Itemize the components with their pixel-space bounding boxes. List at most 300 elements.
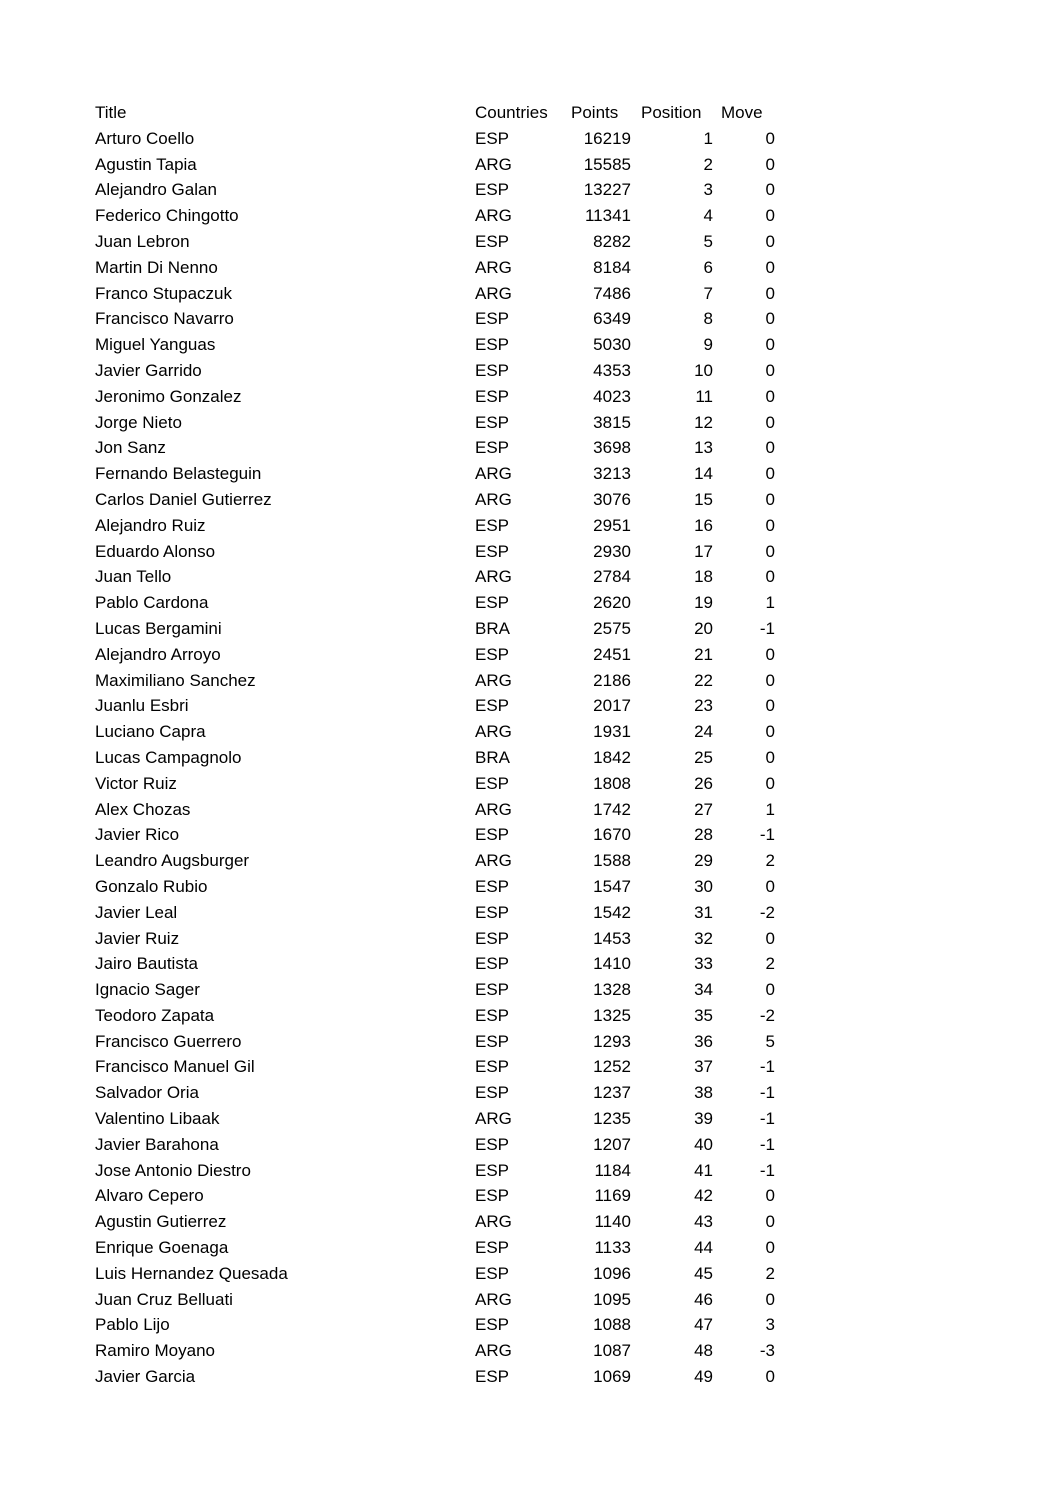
points-cell: 1235 [593, 1109, 631, 1129]
points-cell: 1842 [593, 747, 631, 767]
points-cell: 1169 [594, 1186, 631, 1206]
title-cell: Luciano Capra [95, 722, 206, 742]
table-row [91, 771, 779, 797]
points-cell: 8184 [593, 257, 631, 277]
move-cell: 0 [765, 128, 775, 148]
points-cell: 5030 [593, 335, 631, 355]
position-cell: 39 [694, 1109, 713, 1129]
move-cell: 2 [765, 1263, 775, 1283]
countries-cell: ARG [475, 1341, 512, 1361]
position-cell: 35 [694, 1005, 713, 1025]
title-cell: Luis Hernandez Quesada [95, 1263, 288, 1283]
move-cell: 0 [765, 515, 775, 535]
move-cell: -2 [759, 902, 775, 922]
title-cell: Leandro Augsburger [95, 851, 250, 871]
move-cell: 0 [765, 644, 775, 664]
table-row [91, 435, 779, 461]
table-row [91, 1054, 779, 1080]
move-cell: 0 [765, 489, 775, 509]
points-cell: 3213 [593, 464, 631, 484]
title-cell: Javier Ruiz [95, 928, 180, 948]
position-cell: 20 [694, 618, 713, 638]
points-cell: 13227 [583, 180, 631, 200]
table-row [91, 487, 779, 513]
move-cell: -3 [759, 1341, 775, 1361]
title-cell: Jeronimo Gonzalez [95, 386, 242, 406]
countries-cell: ESP [475, 1005, 510, 1025]
position-cell: 7 [703, 283, 713, 303]
title-cell: Javier Rico [95, 825, 180, 845]
points-cell: 2575 [593, 618, 631, 638]
position-cell: 40 [694, 1134, 713, 1154]
table-row [91, 1209, 779, 1235]
points-cell: 1410 [593, 954, 631, 974]
countries-cell: ESP [475, 1083, 510, 1103]
title-cell: Maximiliano Sanchez [95, 670, 256, 690]
move-cell: 0 [765, 309, 775, 329]
position-cell: 41 [694, 1160, 713, 1180]
title-cell: Pablo Cardona [95, 593, 209, 613]
title-cell: Arturo Coello [95, 128, 195, 148]
countries-cell: ARG [475, 206, 512, 226]
points-cell: 1453 [593, 928, 631, 948]
points-cell: 8282 [593, 231, 631, 251]
title-cell: Carlos Daniel Gutierrez [95, 489, 272, 509]
points-cell: 3076 [593, 489, 631, 509]
table-row [91, 126, 779, 152]
move-cell: -1 [759, 1109, 775, 1129]
move-cell: 3 [765, 1315, 775, 1335]
move-cell: 0 [765, 464, 775, 484]
points-cell: 3698 [593, 438, 631, 458]
table-row [91, 410, 779, 436]
countries-cell: ESP [475, 876, 510, 896]
position-cell: 9 [703, 335, 713, 355]
position-cell: 18 [694, 567, 713, 587]
countries-cell: ESP [475, 180, 510, 200]
points-cell: 4353 [593, 360, 631, 380]
title-cell: Victor Ruiz [95, 773, 177, 793]
move-cell: -1 [759, 1083, 775, 1103]
move-cell: 0 [765, 670, 775, 690]
position-cell: 6 [703, 257, 713, 277]
title-cell: Lucas Campagnolo [95, 747, 242, 767]
title-cell: Franco Stupaczuk [95, 283, 233, 303]
table-row [91, 900, 779, 926]
title-cell: Javier Barahona [95, 1134, 219, 1154]
position-cell: 12 [694, 412, 713, 432]
title-cell: Fernando Belasteguin [95, 464, 262, 484]
points-cell: 1325 [593, 1005, 631, 1025]
move-cell: 0 [765, 180, 775, 200]
points-cell: 1140 [594, 1212, 631, 1232]
position-cell: 38 [694, 1083, 713, 1103]
move-cell: -1 [759, 825, 775, 845]
countries-cell: ESP [475, 515, 510, 535]
position-cell: 3 [703, 180, 713, 200]
countries-cell: ESP [475, 593, 510, 613]
position-cell: 36 [694, 1031, 713, 1051]
countries-cell: ESP [475, 541, 510, 561]
title-cell: Gonzalo Rubio [95, 876, 208, 896]
table-body [91, 126, 779, 1390]
position-cell: 49 [694, 1367, 713, 1387]
title-cell: Alvaro Cepero [95, 1186, 204, 1206]
move-cell: 0 [765, 567, 775, 587]
title-cell: Francisco Guerrero [95, 1031, 242, 1051]
table-row [91, 1235, 779, 1261]
position-cell: 42 [694, 1186, 713, 1206]
move-cell: 0 [765, 231, 775, 251]
table-row [91, 693, 779, 719]
move-cell: 0 [765, 773, 775, 793]
countries-cell: ESP [475, 1367, 510, 1387]
title-cell: Ignacio Sager [95, 980, 200, 1000]
header-countries: Countries [475, 103, 548, 122]
countries-cell: ARG [475, 567, 512, 587]
points-cell: 1087 [593, 1341, 631, 1361]
table-row [91, 358, 779, 384]
countries-cell: ESP [475, 335, 510, 355]
countries-cell: ESP [475, 1160, 510, 1180]
move-cell: 0 [765, 980, 775, 1000]
position-cell: 27 [694, 799, 713, 819]
move-cell: 5 [765, 1031, 775, 1051]
move-cell: 0 [765, 438, 775, 458]
table-row [91, 1003, 779, 1029]
title-cell: Francisco Navarro [95, 309, 234, 329]
move-cell: 2 [765, 954, 775, 974]
table-row [91, 668, 779, 694]
move-cell: 0 [765, 722, 775, 742]
move-cell: -1 [759, 618, 775, 638]
position-cell: 17 [694, 541, 713, 561]
position-cell: 5 [703, 231, 713, 251]
countries-cell: ESP [475, 412, 510, 432]
points-cell: 15585 [583, 154, 631, 174]
position-cell: 22 [694, 670, 713, 690]
table-row [91, 1364, 779, 1390]
countries-cell: ESP [475, 1238, 510, 1258]
position-cell: 43 [694, 1212, 713, 1232]
table-row [91, 874, 779, 900]
title-cell: Juan Lebron [95, 231, 190, 251]
table-header-row [91, 100, 779, 126]
ranking-table [91, 100, 779, 1390]
countries-cell: ESP [475, 928, 510, 948]
move-cell: 0 [765, 1212, 775, 1232]
points-cell: 1069 [593, 1367, 631, 1387]
points-cell: 7486 [593, 283, 631, 303]
countries-cell: ESP [475, 696, 510, 716]
position-cell: 15 [694, 489, 713, 509]
countries-cell: BRA [475, 747, 510, 767]
title-cell: Javier Garcia [95, 1367, 196, 1387]
points-cell: 2930 [593, 541, 631, 561]
countries-cell: ESP [475, 1263, 510, 1283]
move-cell: 0 [765, 360, 775, 380]
points-cell: 1742 [593, 799, 631, 819]
title-cell: Pablo Lijo [95, 1315, 170, 1335]
move-cell: 0 [765, 412, 775, 432]
title-cell: Valentino Libaak [95, 1109, 220, 1129]
countries-cell: ESP [475, 980, 510, 1000]
points-cell: 2451 [593, 644, 631, 664]
table-row [91, 461, 779, 487]
position-cell: 14 [694, 464, 713, 484]
position-cell: 11 [695, 386, 713, 406]
position-cell: 45 [694, 1263, 713, 1283]
table-row [91, 1183, 779, 1209]
title-cell: Enrique Goenaga [95, 1238, 229, 1258]
position-cell: 31 [694, 902, 713, 922]
countries-cell: ARG [475, 851, 512, 871]
countries-cell: ESP [475, 1315, 510, 1335]
title-cell: Juan Tello [95, 567, 172, 587]
position-cell: 19 [694, 593, 713, 613]
move-cell: 0 [765, 335, 775, 355]
position-cell: 26 [694, 773, 713, 793]
position-cell: 8 [703, 309, 713, 329]
move-cell: 0 [765, 386, 775, 406]
countries-cell: ESP [475, 644, 510, 664]
position-cell: 34 [694, 980, 713, 1000]
table-row [91, 977, 779, 1003]
move-cell: 0 [765, 876, 775, 896]
countries-cell: ESP [475, 1031, 510, 1051]
title-cell: Francisco Manuel Gil [95, 1057, 255, 1077]
title-cell: Martin Di Nenno [95, 257, 218, 277]
countries-cell: ARG [475, 257, 512, 277]
move-cell: -1 [759, 1160, 775, 1180]
header-title: Title [95, 103, 127, 122]
countries-cell: ESP [475, 438, 510, 458]
position-cell: 46 [694, 1289, 713, 1309]
countries-cell: ESP [475, 360, 510, 380]
table-row [91, 1080, 779, 1106]
table-row [91, 642, 779, 668]
title-cell: Federico Chingotto [95, 206, 239, 226]
table-row [91, 332, 779, 358]
position-cell: 25 [694, 747, 713, 767]
countries-cell: ESP [475, 309, 510, 329]
countries-cell: ESP [475, 231, 510, 251]
move-cell: 1 [765, 593, 775, 613]
countries-cell: ARG [475, 489, 512, 509]
position-cell: 24 [694, 722, 713, 742]
countries-cell: ESP [475, 386, 510, 406]
countries-cell: ESP [475, 902, 510, 922]
points-cell: 2017 [593, 696, 631, 716]
position-cell: 21 [694, 644, 713, 664]
table-row [91, 719, 779, 745]
title-cell: Jon Sanz [95, 438, 166, 458]
table-row [91, 203, 779, 229]
move-cell: 0 [765, 696, 775, 716]
countries-cell: ESP [475, 954, 510, 974]
move-cell: 0 [765, 928, 775, 948]
points-cell: 1328 [593, 980, 631, 1000]
table-row [91, 797, 779, 823]
countries-cell: ARG [475, 670, 512, 690]
table-row [91, 384, 779, 410]
position-cell: 2 [703, 154, 713, 174]
points-cell: 1184 [594, 1160, 631, 1180]
points-cell: 4023 [593, 386, 631, 406]
countries-cell: ARG [475, 283, 512, 303]
title-cell: Javier Leal [95, 902, 178, 922]
table-row [91, 229, 779, 255]
title-cell: Agustin Tapia [95, 154, 197, 174]
table-row [91, 281, 779, 307]
countries-cell: ESP [475, 1134, 510, 1154]
title-cell: Jose Antonio Diestro [95, 1160, 251, 1180]
position-cell: 44 [694, 1238, 713, 1258]
table-row [91, 513, 779, 539]
move-cell: 0 [765, 1367, 775, 1387]
title-cell: Ramiro Moyano [95, 1341, 215, 1361]
countries-cell: ESP [475, 825, 510, 845]
table-row [91, 1132, 779, 1158]
table-row [91, 255, 779, 281]
table-row [91, 1261, 779, 1287]
title-cell: Juanlu Esbri [95, 696, 189, 716]
countries-cell: ARG [475, 154, 512, 174]
title-cell: Salvador Oria [95, 1083, 199, 1103]
points-cell: 1088 [593, 1315, 631, 1335]
points-cell: 1808 [593, 773, 631, 793]
move-cell: 0 [765, 1238, 775, 1258]
move-cell: 0 [765, 257, 775, 277]
position-cell: 23 [694, 696, 713, 716]
table-row [91, 1338, 779, 1364]
countries-cell: ARG [475, 799, 512, 819]
countries-cell: ARG [475, 1109, 512, 1129]
header-points: Points [571, 103, 619, 122]
points-cell: 1133 [594, 1238, 631, 1258]
title-cell: Eduardo Alonso [95, 541, 216, 561]
countries-cell: ESP [475, 773, 510, 793]
position-cell: 1 [703, 128, 713, 148]
position-cell: 4 [703, 206, 713, 226]
position-cell: 33 [694, 954, 713, 974]
points-cell: 2620 [593, 593, 631, 613]
title-cell: Lucas Bergamini [95, 618, 222, 638]
move-cell: 0 [765, 1289, 775, 1309]
points-cell: 2186 [593, 670, 631, 690]
title-cell: Miguel Yanguas [95, 335, 216, 355]
table-row [91, 822, 779, 848]
title-cell: Jorge Nieto [95, 412, 182, 432]
move-cell: 1 [765, 799, 775, 819]
points-cell: 2951 [593, 515, 631, 535]
position-cell: 37 [694, 1057, 713, 1077]
table-row [91, 926, 779, 952]
points-cell: 1096 [593, 1263, 631, 1283]
move-cell: 0 [765, 283, 775, 303]
title-cell: Agustin Gutierrez [95, 1212, 227, 1232]
points-cell: 1252 [593, 1057, 631, 1077]
position-cell: 28 [694, 825, 713, 845]
countries-cell: BRA [475, 618, 510, 638]
points-cell: 1207 [593, 1134, 631, 1154]
header-move: Move [721, 103, 763, 122]
move-cell: 2 [765, 851, 775, 871]
table-row [91, 152, 779, 178]
table-row [91, 1106, 779, 1132]
points-cell: 1547 [593, 876, 631, 896]
title-cell: Alejandro Arroyo [95, 644, 221, 664]
table-row [91, 616, 779, 642]
move-cell: -1 [759, 1134, 775, 1154]
table-row [91, 951, 779, 977]
move-cell: 0 [765, 747, 775, 767]
countries-cell: ESP [475, 1186, 510, 1206]
position-cell: 13 [694, 438, 713, 458]
position-cell: 47 [694, 1315, 713, 1335]
countries-cell: ESP [475, 1057, 510, 1077]
table-row [91, 745, 779, 771]
countries-cell: ARG [475, 1289, 512, 1309]
position-cell: 29 [694, 851, 713, 871]
position-cell: 32 [694, 928, 713, 948]
points-cell: 11341 [584, 206, 631, 226]
table-row [91, 590, 779, 616]
countries-cell: ARG [475, 1212, 512, 1232]
table-row [91, 539, 779, 565]
points-cell: 2784 [593, 567, 631, 587]
position-cell: 48 [694, 1341, 713, 1361]
move-cell: -1 [759, 1057, 775, 1077]
title-cell: Alex Chozas [95, 799, 191, 819]
table-row [91, 1029, 779, 1055]
countries-cell: ARG [475, 464, 512, 484]
move-cell: -2 [759, 1005, 775, 1025]
points-cell: 1670 [593, 825, 631, 845]
points-cell: 1588 [593, 851, 631, 871]
move-cell: 0 [765, 154, 775, 174]
countries-cell: ESP [475, 128, 510, 148]
points-cell: 16219 [583, 128, 631, 148]
points-cell: 1293 [593, 1031, 631, 1051]
position-cell: 16 [694, 515, 713, 535]
title-cell: Juan Cruz Belluati [95, 1289, 233, 1309]
title-cell: Javier Garrido [95, 360, 202, 380]
title-cell: Teodoro Zapata [95, 1005, 215, 1025]
points-cell: 1542 [593, 902, 631, 922]
position-cell: 10 [694, 360, 713, 380]
points-cell: 1095 [593, 1289, 631, 1309]
table-row [91, 564, 779, 590]
points-cell: 3815 [593, 412, 631, 432]
header-position: Position [641, 103, 702, 122]
countries-cell: ARG [475, 722, 512, 742]
move-cell: 0 [765, 541, 775, 561]
title-cell: Alejandro Galan [95, 180, 217, 200]
position-cell: 30 [694, 876, 713, 896]
table-row [91, 306, 779, 332]
table-row [91, 177, 779, 203]
title-cell: Alejandro Ruiz [95, 515, 206, 535]
table-row [91, 1158, 779, 1184]
table-row [91, 848, 779, 874]
points-cell: 1237 [593, 1083, 631, 1103]
move-cell: 0 [765, 206, 775, 226]
table-row [91, 1287, 779, 1313]
table-row [91, 1312, 779, 1338]
points-cell: 1931 [593, 722, 631, 742]
points-cell: 6349 [593, 309, 631, 329]
